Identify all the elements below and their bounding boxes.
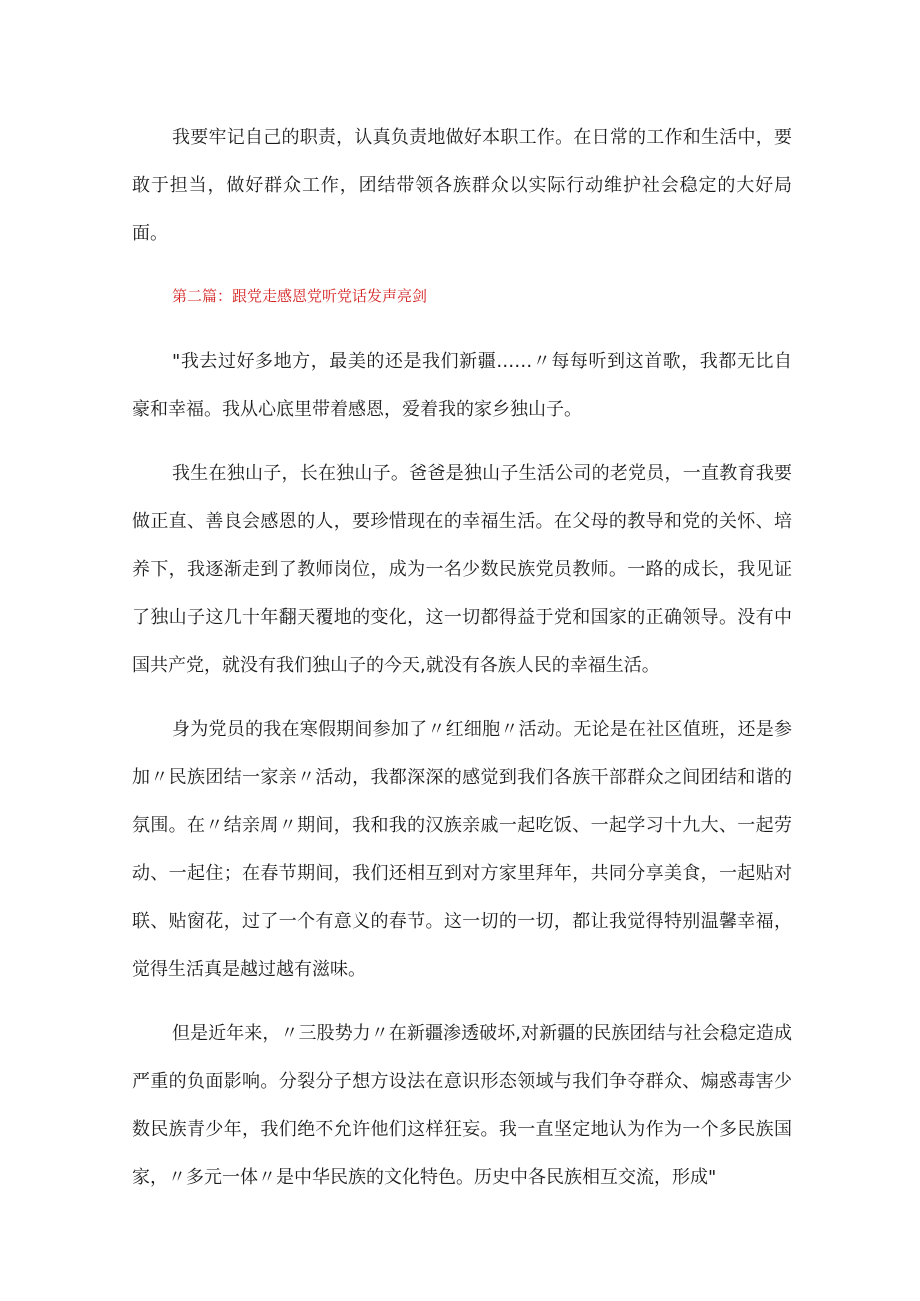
paragraph-song: "我去过好多地方，最美的还是我们新疆……〃每每听到这首歌，我都无比自豪和幸福。我从心底里带着感恩，爱着我的家乡独山子。 [132,351,792,420]
paragraph-hometown: 我生在独山子，长在独山子。爸爸是独山子生活公司的老党员，一直教育我要做正直、善良会感恩的人，要珍惜现在的幸福生活。在父母的教导和党的关怀、培养下，我逐渐走到了教师岗位，成为一名少数民族党员教师。一路的成长，我见证了独山子这几十年翻天覆地的变化，这一切都得益于党和国家的正确领导。没有中国共产党，就没有我们独山子的今天,就没有各族人民的幸福生活。 [132,463,792,676]
section-heading: 第二篇：跟党走感恩党听党话发声亮剑 [172,287,428,305]
paragraph-threat: 但是近年来，〃三股势力〃在新疆渗透破坏,对新疆的民族团结与社会稳定造成严重的负面影响。分裂分子想方设法在意识形态领域与我们争夺群众、煽惑毒害少数民族青少年，我们绝不允许他们这样狂妄。我一直坚定地认为作为一个多民族国家，〃多元一体〃是中华民族的文化特色。历史中各民族相互交流，形成" [132,1023,792,1188]
paragraph-duty: 我要牢记自己的职责，认真负责地做好本职工作。在日常的工作和生活中，要敢于担当，做好群众工作，团结带领各族群众以实际行动维护社会稳定的大好局面。 [132,127,792,244]
paragraph-activity: 身为党员的我在寒假期间参加了〃红细胞〃活动。无论是在社区值班，还是参加〃民族团结一家亲〃活动，我都深深的感觉到我们各族干部群众之间团结和谐的氛围。在〃结亲周〃期间，我和我的汉族亲戚一起吃饭、一起学习十九大、一起劳动、一起住；在春节期间，我们还相互到对方家里拜年，共同分享美食，一起贴对联、贴窗花，过了一个有意义的春节。这一切的一切，都让我觉得特别温馨幸福，觉得生活真是越过越有滋味。 [132,719,792,980]
